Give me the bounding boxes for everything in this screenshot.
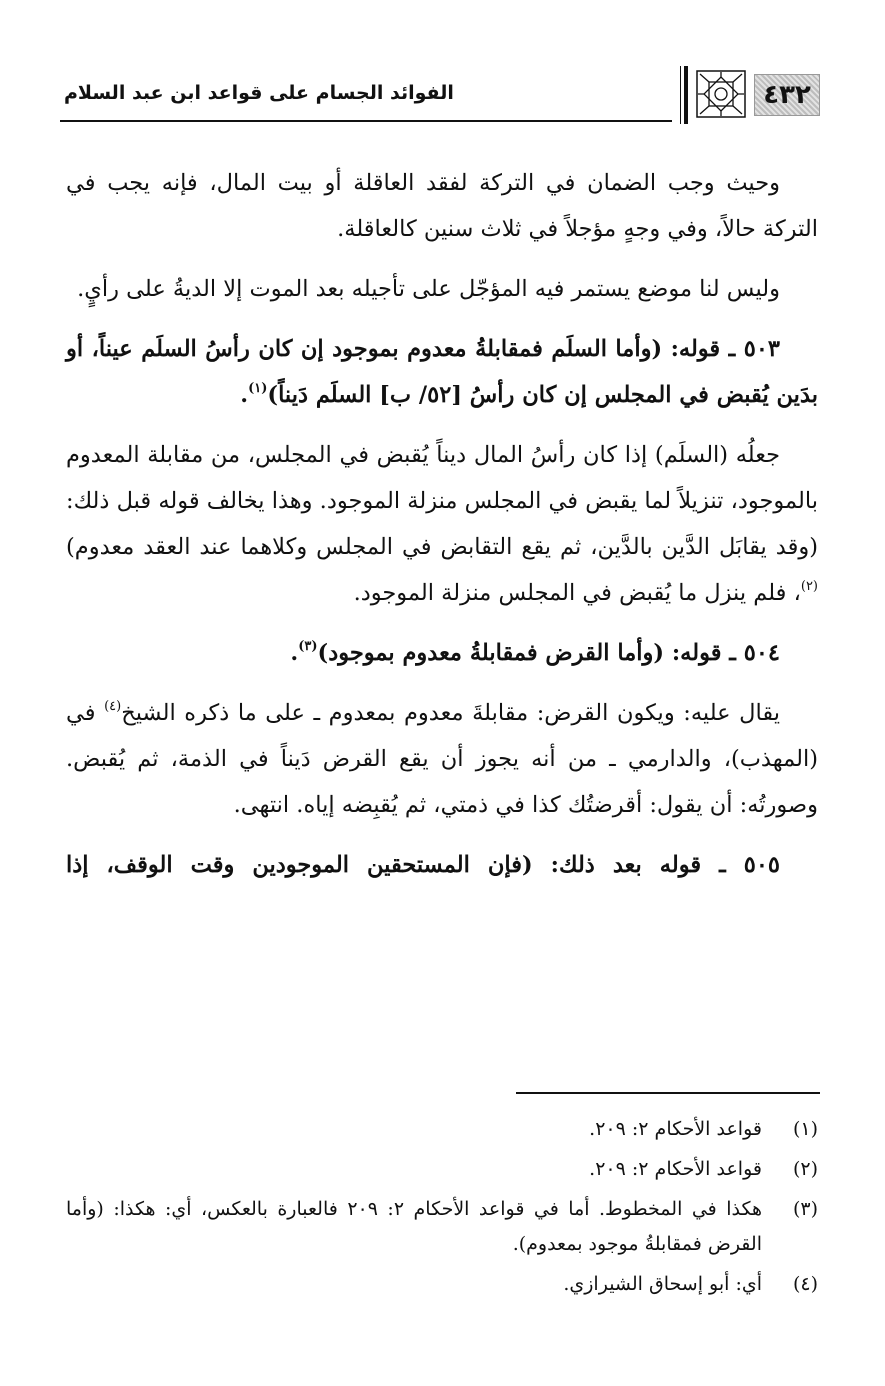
footnote-text: هكذا في المخطوط. أما في قواعد الأحكام ٢: ٢٠٩ فالعبارة بالعكس، أي: هكذا: (وأما القرض فمقابلةُ موجود بمعدوم).	[66, 1198, 762, 1255]
page-number: ٤٣٢	[754, 74, 820, 116]
footnote	[66, 1112, 818, 1147]
header-divider	[684, 66, 688, 124]
paragraph-text: ، فلم ينزل ما يُقبض في المجلس منزلة الموجود.	[353, 580, 801, 606]
quoted-rule-504	[66, 630, 818, 676]
header-rule	[60, 120, 672, 122]
main-text	[66, 160, 818, 902]
footnote-ref: (١)	[248, 381, 268, 396]
footnote-text: أي: أبو إسحاق الشيرازي.	[563, 1273, 762, 1295]
footnote	[66, 1152, 818, 1187]
footnote	[66, 1192, 818, 1262]
footnote-ref: (٤)	[104, 699, 122, 714]
footnote-number: (٤)	[792, 1273, 818, 1295]
paragraph: وليس لنا موضع يستمر فيه المؤجّل على تأجيله بعد الموت إلا الديةُ على رأيٍ.	[77, 276, 780, 302]
quote-end: .	[240, 382, 249, 408]
paragraph-text: يقال عليه: ويكون القرض: مقابلةَ معدوم بمعدوم ـ على ما ذكره الشيخ	[121, 700, 780, 726]
quote-end: .	[290, 640, 299, 666]
footnote-rule	[516, 1092, 820, 1094]
running-header	[60, 62, 820, 128]
footnotes	[66, 1112, 818, 1307]
paragraph-text: في (المهذب)، والدارمي ـ من أنه يجوز أن يقع القرض دَيناً في الذمة، ثم يُقبض. وصورتُه: أن يقول: أقرضتُك كذا في ذمتي، ثم يُقبِضه إياه. انتهى.	[66, 700, 818, 818]
footnote-number: (٢)	[792, 1158, 818, 1180]
quoted-rule-505: ٥٠٥ ـ قوله بعد ذلك: (فإن المستحقين الموجودين وقت الوقف، إذا	[66, 852, 780, 878]
paragraph	[66, 432, 818, 616]
quoted-rule-503	[66, 326, 818, 418]
paragraph: وحيث وجب الضمان في التركة لفقد العاقلة أو بيت المال، فإنه يجب في التركة حالاً، وفي وجهٍ مؤجلاً في ثلاث سنين كالعاقلة.	[66, 170, 818, 242]
paragraph-text: جعلُه (السلَم) إذا كان رأسُ المال ديناً يُقبض في المجلس، من مقابلة المعدوم بالموجود، تنزيلاً لما يقبض في المجلس منزلة الموجود. وهذا يخالف قوله قبل ذلك: (وقد يقابَل الدَّين بالدَّين، ثم يقع التقابض في المجلس وكلاهما عند العقد معدوم)	[66, 442, 818, 560]
footnote-ref: (٢)	[800, 579, 818, 594]
footnote	[66, 1267, 818, 1302]
footnote-text: قواعد الأحكام ٢: ٢٠٩.	[589, 1118, 762, 1140]
paragraph	[66, 690, 818, 828]
footnote-number: (٣)	[792, 1198, 818, 1220]
ornament-icon	[696, 70, 746, 118]
quote-text: ٥٠٤ ـ قوله: (وأما القرض فمقابلةُ معدوم بموجود)	[317, 640, 780, 666]
running-title: الفوائد الجسام على قواعد ابن عبد السلام	[64, 82, 454, 104]
header-divider-thin	[680, 66, 682, 124]
footnote-ref: (٣)	[298, 639, 318, 654]
footnote-number: (١)	[792, 1118, 818, 1140]
footnote-text: قواعد الأحكام ٢: ٢٠٩.	[589, 1158, 762, 1180]
quote-text: ٥٠٣ ـ قوله: (وأما السلَم فمقابلةُ معدوم بموجود إن كان رأسُ السلَم عيناً، أو بدَين يُقبض في المجلس إن كان رأسُ [٥٢/ ب] السلَم دَيناً)	[66, 336, 818, 408]
